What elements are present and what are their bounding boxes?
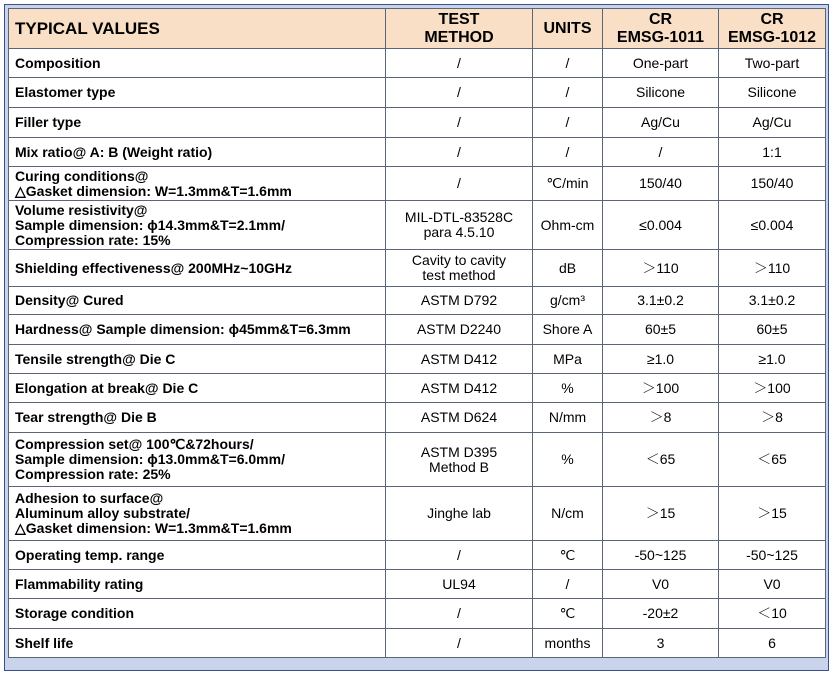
value-1011-cell: ≤0.004 — [603, 201, 719, 250]
table-row — [9, 541, 826, 570]
units-cell: N/mm — [533, 403, 603, 433]
units-cell: / — [533, 49, 603, 78]
test-method-cell: / — [386, 138, 533, 167]
value-1012-cell: -50~125 — [719, 541, 826, 570]
table-row — [9, 49, 826, 78]
value-1012-cell: Silicone — [719, 78, 826, 108]
value-1011-cell: ＞15 — [603, 487, 719, 541]
units-cell: Shore A — [533, 315, 603, 345]
value-1011-cell: 3.1±0.2 — [603, 287, 719, 315]
value-1012-cell: ＞110 — [719, 250, 826, 287]
value-1011-cell: -20±2 — [603, 599, 719, 629]
units-cell: / — [533, 108, 603, 138]
units-cell: MPa — [533, 345, 603, 374]
value-1012-cell: 6 — [719, 629, 826, 658]
units-cell: ℃ — [533, 599, 603, 629]
units-cell: g/cm³ — [533, 287, 603, 315]
value-1012-cell: 60±5 — [719, 315, 826, 345]
property-cell: Storage condition — [9, 599, 386, 629]
value-1011-cell: ＞110 — [603, 250, 719, 287]
property-cell: Operating temp. range — [9, 541, 386, 570]
units-cell: % — [533, 433, 603, 487]
test-method-cell: Cavity to cavity test method — [386, 250, 533, 287]
property-cell: Tensile strength@ Die C — [9, 345, 386, 374]
test-method-cell: ASTM D624 — [386, 403, 533, 433]
value-1012-cell: ＞8 — [719, 403, 826, 433]
property-cell: Elastomer type — [9, 78, 386, 108]
value-1012-cell: ＞15 — [719, 487, 826, 541]
table-row — [9, 345, 826, 374]
value-1012-cell: 3.1±0.2 — [719, 287, 826, 315]
value-1011-cell: Silicone — [603, 78, 719, 108]
test-method-cell: / — [386, 541, 533, 570]
test-method-cell: / — [386, 49, 533, 78]
test-method-cell: ASTM D412 — [386, 345, 533, 374]
value-1012-cell: ＞100 — [719, 374, 826, 403]
test-method-cell: / — [386, 167, 533, 201]
value-1011-cell: 150/40 — [603, 167, 719, 201]
table-row — [9, 138, 826, 167]
units-cell: % — [533, 374, 603, 403]
table-row — [9, 167, 826, 201]
table-row — [9, 629, 826, 658]
value-1011-cell: ＞8 — [603, 403, 719, 433]
table-row — [9, 315, 826, 345]
table-row — [9, 78, 826, 108]
property-cell: Shelf life — [9, 629, 386, 658]
property-cell: Flammability rating — [9, 570, 386, 599]
property-cell: Hardness@ Sample dimension: ϕ45mm&T=6.3mm — [9, 315, 386, 345]
test-method-cell: Jinghe lab — [386, 487, 533, 541]
test-method-cell: / — [386, 108, 533, 138]
value-1012-cell: Two-part — [719, 49, 826, 78]
value-1012-cell: 1:1 — [719, 138, 826, 167]
units-cell: ℃ — [533, 541, 603, 570]
property-cell: Composition — [9, 49, 386, 78]
units-cell: / — [533, 138, 603, 167]
test-method-cell: ASTM D2240 — [386, 315, 533, 345]
value-1011-cell: -50~125 — [603, 541, 719, 570]
property-cell: Tear strength@ Die B — [9, 403, 386, 433]
value-1012-cell: ≤0.004 — [719, 201, 826, 250]
table-row — [9, 433, 826, 487]
table-row — [9, 403, 826, 433]
test-method-cell: / — [386, 629, 533, 658]
value-1011-cell: One-part — [603, 49, 719, 78]
table-row — [9, 599, 826, 629]
property-cell: Compression set@ 100℃&72hours/ Sample dimension: ϕ13.0mm&T=6.0mm/ Compression rate: 25% — [9, 433, 386, 487]
header-test-method: TEST METHOD — [386, 9, 533, 49]
test-method-cell: UL94 — [386, 570, 533, 599]
value-1012-cell: ＜65 — [719, 433, 826, 487]
header-typical-values: TYPICAL VALUES — [9, 9, 386, 49]
property-cell: Adhesion to surface@ Aluminum alloy substrate/ △Gasket dimension: W=1.3mm&T=1.6mm — [9, 487, 386, 541]
property-cell: Volume resistivity@ Sample dimension: ϕ14.3mm&T=2.1mm/ Compression rate: 15% — [9, 201, 386, 250]
test-method-cell: MIL-DTL-83528C para 4.5.10 — [386, 201, 533, 250]
units-cell: / — [533, 78, 603, 108]
units-cell: / — [533, 570, 603, 599]
value-1011-cell: ＞100 — [603, 374, 719, 403]
property-cell: Curing conditions@ △Gasket dimension: W=1.3mm&T=1.6mm — [9, 167, 386, 201]
header-product-1011: CR EMSG-1011 — [603, 9, 719, 49]
value-1012-cell: V0 — [719, 570, 826, 599]
value-1011-cell: Ag/Cu — [603, 108, 719, 138]
value-1011-cell: 60±5 — [603, 315, 719, 345]
value-1012-cell: ≥1.0 — [719, 345, 826, 374]
table-row — [9, 287, 826, 315]
value-1012-cell: Ag/Cu — [719, 108, 826, 138]
property-cell: Density@ Cured — [9, 287, 386, 315]
typical-values-table — [8, 8, 826, 658]
value-1011-cell: 3 — [603, 629, 719, 658]
value-1011-cell: / — [603, 138, 719, 167]
units-cell: Ohm-cm — [533, 201, 603, 250]
units-cell: ℃/min — [533, 167, 603, 201]
value-1012-cell: ＜10 — [719, 599, 826, 629]
test-method-cell: ASTM D412 — [386, 374, 533, 403]
property-cell: Filler type — [9, 108, 386, 138]
units-cell: dB — [533, 250, 603, 287]
header-row — [9, 9, 826, 49]
units-cell: N/cm — [533, 487, 603, 541]
value-1011-cell: V0 — [603, 570, 719, 599]
table-row — [9, 374, 826, 403]
table-row — [9, 487, 826, 541]
header-product-1012: CR EMSG-1012 — [719, 9, 826, 49]
units-cell: months — [533, 629, 603, 658]
table-row — [9, 201, 826, 250]
value-1011-cell: ＜65 — [603, 433, 719, 487]
table-row — [9, 250, 826, 287]
table-row — [9, 108, 826, 138]
test-method-cell: / — [386, 599, 533, 629]
value-1011-cell: ≥1.0 — [603, 345, 719, 374]
property-cell: Shielding effectiveness@ 200MHz~10GHz — [9, 250, 386, 287]
test-method-cell: / — [386, 78, 533, 108]
table-row — [9, 570, 826, 599]
property-cell: Mix ratio@ A: B (Weight ratio) — [9, 138, 386, 167]
test-method-cell: ASTM D792 — [386, 287, 533, 315]
test-method-cell: ASTM D395 Method B — [386, 433, 533, 487]
property-cell: Elongation at break@ Die C — [9, 374, 386, 403]
value-1012-cell: 150/40 — [719, 167, 826, 201]
header-units: UNITS — [533, 9, 603, 49]
